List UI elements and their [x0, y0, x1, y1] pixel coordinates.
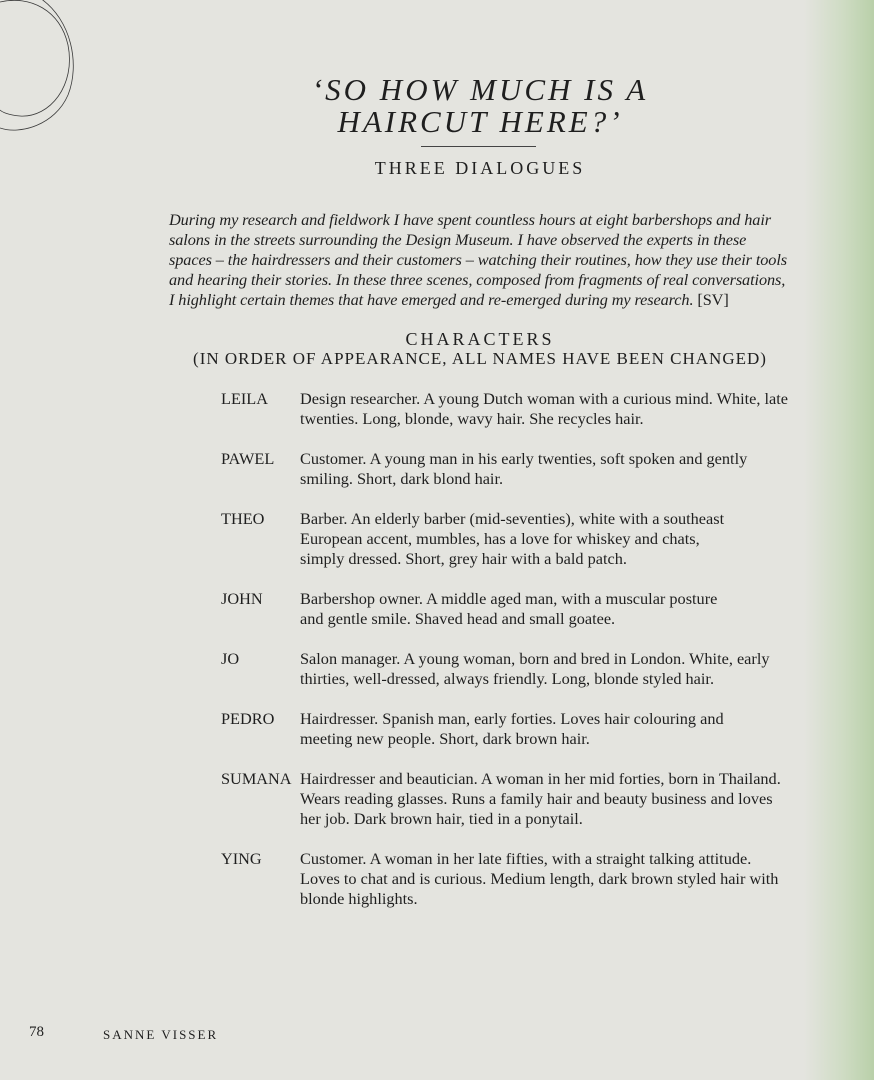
- character-name: LEILA: [221, 389, 269, 408]
- intro-text: During my research and fieldwork I have spent countless hours at eight barbershops and hair salons in the streets surrounding the Design Museum. I have observed the experts in these spaces – the hairdressers and their customers – watching their routines, how they use their tools and hearing their stories. In these three scenes, composed from fragments of real conversations, I highlight certain themes that have emerged and re-emerged during my research.: [169, 210, 787, 309]
- title-line-1: ‘SO HOW MUCH IS A: [311, 72, 649, 107]
- characters-subheading: (IN ORDER OF APPEARANCE, ALL NAMES HAVE BEEN CHANGED): [193, 349, 767, 368]
- decorative-loop-drawing: [0, 0, 90, 150]
- characters-heading: CHARACTERS: [405, 329, 555, 349]
- character-description: Hairdresser. Spanish man, early forties. Loves hair colouring and meeting new people. Short, dark brown hair.: [300, 709, 724, 748]
- character-description: Barber. An elderly barber (mid-seventies), white with a southeast European accent, mumbles, has a love for whiskey and chats, simply dressed. Short, grey hair with a bald patch.: [300, 509, 725, 568]
- intro-paragraph: [169, 210, 791, 310]
- character-description: Design researcher. A young Dutch woman with a curious mind. White, late twenties. Long, blonde, wavy hair. She recycles hair.: [300, 389, 789, 428]
- author-running-head: SANNE VISSER: [103, 1027, 219, 1042]
- title-line-2: HAIRCUT HERE?’: [337, 104, 623, 139]
- character-name: THEO: [221, 509, 265, 528]
- title-divider: [421, 146, 536, 147]
- character-name: YING: [221, 849, 262, 868]
- character-name: JOHN: [221, 589, 263, 608]
- page-number: 78: [29, 1024, 44, 1040]
- character-name: PAWEL: [221, 449, 275, 468]
- character-name: SUMANA: [221, 769, 292, 788]
- page-edge-gradient: [804, 0, 874, 1080]
- intro-signature: [SV]: [697, 290, 729, 309]
- page-title: [230, 74, 730, 138]
- page-subtitle: THREE DIALOGUES: [374, 158, 586, 178]
- character-name: PEDRO: [221, 709, 275, 728]
- character-description: Salon manager. A young woman, born and bred in London. White, early thirties, well-dressed, always friendly. Long, blonde styled hair.: [300, 649, 770, 688]
- character-description: Barbershop owner. A middle aged man, with a muscular posture and gentle smile. Shaved head and small goatee.: [300, 589, 718, 628]
- character-name: JO: [221, 649, 240, 668]
- character-description: Customer. A woman in her late fifties, with a straight talking attitude. Loves to chat and is curious. Medium length, dark brown styled hair with blonde highlights.: [300, 849, 779, 908]
- character-description: Customer. A young man in his early twenties, soft spoken and gently smiling. Short, dark blond hair.: [300, 449, 748, 488]
- character-description: Hairdresser and beautician. A woman in her mid forties, born in Thailand. Wears reading glasses. Runs a family hair and beauty business and loves her job. Dark brown hair, tied in a ponytail.: [300, 769, 781, 828]
